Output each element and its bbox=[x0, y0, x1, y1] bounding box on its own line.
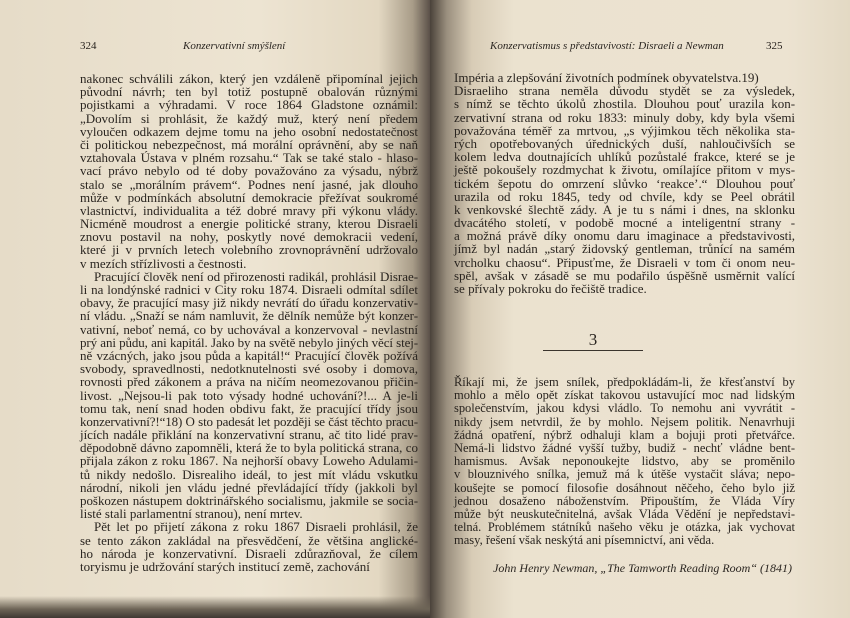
left-running-head: Konzervativní smýšlení bbox=[183, 40, 286, 52]
text-line: spěl, avšak v zásadě se mu podařilo úspěšně usměrnit valící bbox=[454, 267, 795, 283]
text-line: mohlo a mělo opět získat takovou ustavující moc nad lidským bbox=[454, 388, 795, 403]
text-line: se tento zákon zakládal na přesvědčení, že většina anglické- bbox=[80, 532, 418, 548]
text-line: hamismus. Avšak neponoukejte lidstvo, aby se proměnilo bbox=[454, 454, 795, 469]
text-line: vlastnictví, individualita a též dobré mravy při výkonu vlády. bbox=[80, 202, 418, 218]
text-line: ně vzácných, jako jsou půda a kapitál!“ Pracující člověk požívá bbox=[80, 347, 418, 363]
text-line: které ji v prvních letech volebního zrovnoprávnění udržovalo bbox=[80, 242, 418, 258]
epigraph-quote bbox=[454, 376, 795, 547]
text-line: s nímž se těchto úkolů zhostila. Dlouhou pouť urazila kon- bbox=[454, 96, 795, 112]
text-line: Disraeliho strana neměla důvodu stydět se za výsledek, bbox=[454, 83, 795, 99]
text-line: tů nikdy nedošlo. Disrealiho ideál, to jest mít vládu vskutku bbox=[80, 466, 418, 482]
right-body-text bbox=[454, 71, 795, 295]
text-line: pojistkami a výhradami. V roce 1864 Gladstone oznámil: bbox=[80, 97, 418, 113]
text-line: se přívaly pokroku do řečiště tradice. bbox=[454, 281, 647, 296]
left-body-text bbox=[80, 72, 418, 573]
text-line: přijala zákon z roku 1867. Na nejhorší obavy Loweho Adulami- bbox=[80, 453, 418, 469]
text-line: ní vládu. „Snaží se nám namluvit, že dělník nemůže být konzer- bbox=[80, 308, 418, 324]
text-line: telná. Problémem státníků našeho věku je otázka, jak vychovat bbox=[454, 520, 795, 535]
text-line: ještě pokoušely rozdmychat k životu, omílajíce přitom v mys- bbox=[454, 162, 795, 178]
text-line: koušejte se pomocí filosofie dosáhnout něčeho, čeho bylo již bbox=[454, 480, 795, 495]
text-line: obavy, že pracující masy již nikdy nevrátí do úřadu konzervativ- bbox=[80, 295, 418, 311]
text-line: může být neuskutečnitelná, avšak Vláda Vědění je nepředstavi- bbox=[454, 506, 795, 521]
text-line: v mezích střízlivosti a čestnosti. bbox=[80, 255, 247, 271]
text-line: dvacátého století, v podobě mocné a inteligentní strany - bbox=[454, 215, 795, 231]
text-line: považována téměř za mrtvou, „s výjimkou těch několika sta- bbox=[454, 122, 795, 138]
text-line: urazila od roku 1845, tedy od chvíle, kdy se Peel obrátil bbox=[454, 188, 795, 204]
text-line: stalo se „morálním právem“. Podnes není jasné, jak dlouho bbox=[80, 176, 418, 192]
text-line: a možná právě díky onomu daru imaginace a představivosti, bbox=[454, 228, 795, 244]
text-line: vrcholku chaosu“. Připusťme, že Disraeli v tom či onom neu- bbox=[454, 254, 795, 270]
text-line: livost. „Nejsou-li pak toto výsady hodné uchování?!... A je-li bbox=[80, 387, 418, 403]
text-line: společenstvím, jakou kdysi vládlo. To nemohu ani vyvrátit - bbox=[454, 401, 795, 416]
section-number: 3 bbox=[588, 330, 598, 349]
text-line: národní, nikoli jen vládu jedné převládající třídy (jakkoli byl bbox=[80, 479, 418, 495]
right-running-head: Konzervatismus s představivostí: Disraeli a Newman bbox=[490, 40, 724, 52]
text-line: žádná opatření, nýbrž odhaluji klam a bojuji proti přetvářce. bbox=[454, 427, 795, 442]
section-divider bbox=[543, 350, 643, 351]
left-page-number: 324 bbox=[80, 40, 97, 52]
text-line: nakonec schválili zákon, který jen vzdáleně připomínal jejich bbox=[80, 71, 418, 86]
text-line: tickém šepotu do omrzení slůvko ‘reakce’.“ Dlouhou pouť bbox=[454, 175, 795, 191]
text-line: či politickou nebezpečnost, má morální oprávnění, aby se naň bbox=[80, 136, 418, 152]
text-line: vyloučen odkazem dejme tomu na jeho osobní nedostatečnost bbox=[80, 123, 418, 139]
text-line: původní návrh; ten byl totiž postupně obalován různými bbox=[80, 84, 418, 100]
quote-attribution: John Henry Newman, „The Tamworth Reading Room“ (1841) bbox=[493, 561, 792, 575]
text-line: Nemá-li lidstvo žádné vyšší tužby, budiž - nechť vládne bent- bbox=[454, 440, 795, 455]
text-line: tomu tak, není snad hoden obdivu fakt, že pracující třídy jsou bbox=[80, 400, 418, 416]
text-line: li na londýnské radnici v City roku 1874. Disraeli odmítal sdílet bbox=[80, 282, 418, 297]
text-line: rovnosti před zákonem a práva na ničím neomezovanou přičin- bbox=[80, 374, 418, 390]
text-line: jednou dosaženo náboženstvím. Připouštím, že Vláda Víry bbox=[454, 493, 795, 508]
text-line: prý ani půdu, ani kapitál. Jako by na světě nebylo jiných věcí stej- bbox=[80, 334, 418, 350]
text-line: listé stali parlamentní stranou), není mrtev. bbox=[80, 506, 303, 522]
text-line: kolem ledva doutnajících uhlíků pozůstalé frakce, které se je bbox=[454, 149, 795, 165]
right-page-number: 325 bbox=[766, 40, 783, 52]
text-line: ho národa je konzervativní. Disraeli zdůrazňoval, že cílem bbox=[80, 545, 418, 561]
text-line: znovu postavil na nohy, poskytly nové demokracii vedení, bbox=[80, 229, 418, 245]
text-line: masy, řešení však neskýtá ani písemnictví, ani věda. bbox=[454, 533, 715, 548]
text-line: toryismu je udržování starých institucí země, zachování bbox=[80, 558, 370, 574]
text-line: Pět let po přijetí zákona z roku 1867 Disraeli prohlásil, že bbox=[94, 519, 418, 535]
text-line: k venkovské šlechtě zády. A je tu s námi i dnes, na sklonku bbox=[454, 201, 795, 217]
text-line: Říkají mi, že jsem snílek, předpokládám-li, že křesťanství by bbox=[454, 375, 795, 389]
text-line: Impéria a zlepšování životních podmínek obyvatelstva.19) bbox=[454, 70, 759, 85]
text-line: poškozen nástupem doktrinářského socialismu, jakmile se socia- bbox=[80, 493, 418, 508]
text-line: Pracující člověk není od přirozenosti radikál, prohlásil Disrae- bbox=[94, 268, 418, 284]
text-line: „Dovolím si prohlásit, že každý muž, který není předem bbox=[80, 110, 418, 126]
text-line: Nicméně moudrost a energie politické strany, kterou Disraeli bbox=[80, 216, 418, 232]
text-line: děpodobně dávno zapomněli, která že to byla politická strana, co bbox=[80, 440, 418, 456]
text-line: jících nadále přiklání na konzervativní stranu, ač tito lidé prav- bbox=[80, 427, 418, 443]
text-line: vativní, neboť nemá, co by uchovával a konzervoval - nevlastní bbox=[80, 321, 418, 337]
text-line: rých opotřebovaných úřednických duší, nahloučivších se bbox=[454, 135, 795, 151]
text-line: svobody, spravedlnosti, nedotknutelnosti své osoby i domova, bbox=[80, 361, 418, 377]
text-line: může v podmínkách absolutní demokracie přežívat soukromé bbox=[80, 189, 418, 205]
text-line: vztahovala Ústava v plném rozsahu.“ Tak se také stalo - hlaso- bbox=[80, 150, 418, 166]
text-line: vací právo nebylo od té doby považováno za výsadu, nýbrž bbox=[80, 163, 418, 179]
page-bottom-shadow bbox=[0, 596, 430, 618]
text-line: zervativní strana od roku 1833: minuly doby, kdy byla všemi bbox=[454, 109, 795, 125]
text-line: v blouznivého snílka, jemuž má k útěše vystačit sláva; nepo- bbox=[454, 467, 795, 482]
text-line: nikdy jsem netvrdil, že by mohlo. Nejsem politik. Nenavrhuji bbox=[454, 414, 795, 429]
text-line: konzervativní?!“18) O sto padesát let později se část těchto pracu- bbox=[80, 413, 418, 429]
text-line: jímž byl nadán „starý židovský gentleman, trůnící na samém bbox=[454, 241, 795, 257]
